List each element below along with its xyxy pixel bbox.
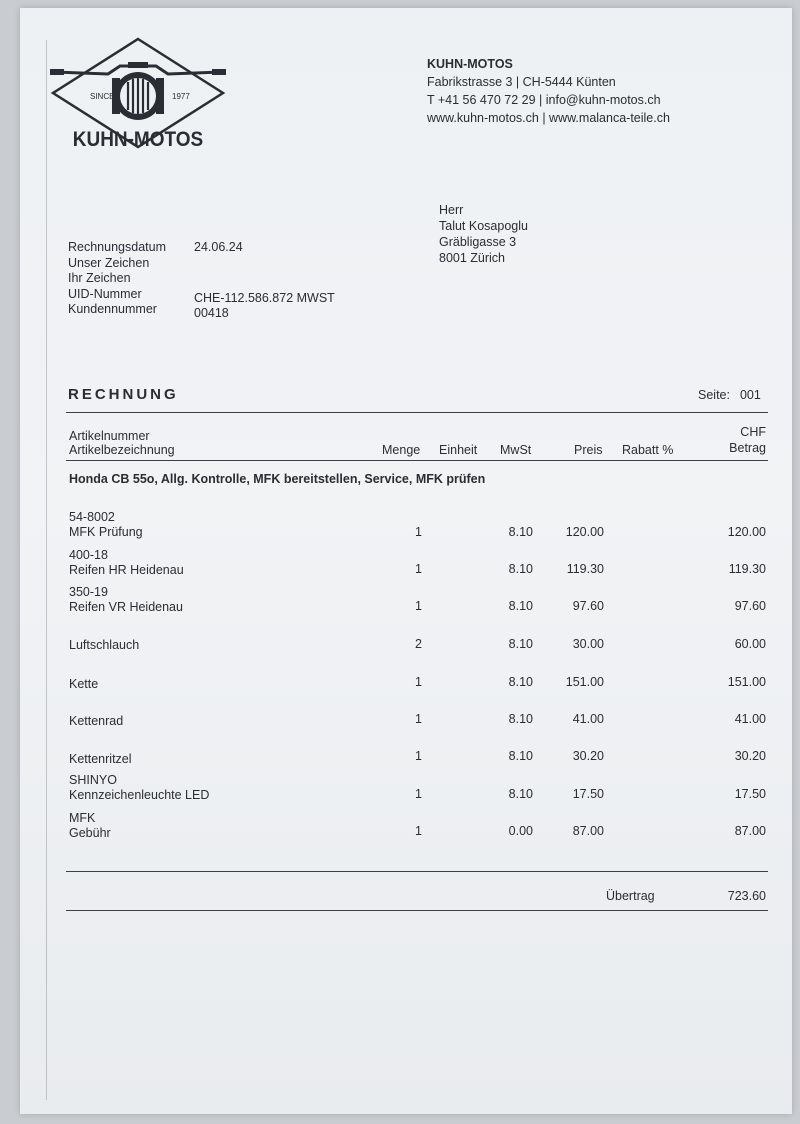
row-vat: 8.10 [508,637,533,651]
row-amount: 87.00 [734,824,766,838]
row-quantity: 1 [415,749,422,763]
svg-text:1977: 1977 [172,92,190,101]
row-quantity: 1 [415,599,422,613]
row-amount: 60.00 [734,637,766,651]
date-value: 24.06.24 [194,240,243,254]
carry-over-label: Übertrag [606,889,655,903]
table-row [0,548,800,584]
col-article-number: Artikelnummer [69,429,150,443]
row-article-number: MFK [69,811,96,825]
header-top-rule [66,412,768,413]
page-number: 001 [739,388,761,402]
meta-uid [68,287,335,303]
row-description: Kennzeichenleuchte LED [69,788,210,802]
row-quantity: 1 [415,787,422,801]
invoice-meta [68,240,335,318]
row-description: Kette [69,677,99,691]
col-unit: Einheit [439,443,478,457]
row-amount: 41.00 [734,712,766,726]
row-description: Gebühr [69,826,111,840]
row-price: 120.00 [565,525,604,539]
company-info [427,55,670,127]
recipient-address [439,202,528,266]
row-price: 97.60 [572,599,604,613]
row-vat: 8.10 [508,599,533,613]
col-quantity: Menge [382,443,421,457]
row-article-number: 350-19 [69,585,108,599]
row-quantity: 1 [415,712,422,726]
our-ref-label: Unser Zeichen [68,255,150,270]
uid-label: UID-Nummer [68,286,142,301]
table-row [0,698,800,734]
col-article-description: Artikelbezeichnung [69,443,175,457]
row-amount: 151.00 [727,675,766,689]
company-name: KUHN-MOTOS [427,57,513,71]
row-vat: 8.10 [508,712,533,726]
table-row [0,585,800,621]
row-amount: 97.60 [734,599,766,613]
row-vat: 8.10 [508,787,533,801]
row-price: 30.00 [572,637,604,651]
row-article-number: 400-18 [69,548,108,562]
header-bottom-rule [66,460,768,461]
row-article-number: SHINYO [69,773,117,787]
page-indicator [698,388,761,402]
row-price: 119.30 [566,562,604,576]
col-discount: Rabatt % [622,443,674,457]
row-price: 17.50 [572,787,604,801]
total-top-rule [66,871,768,872]
table-row [0,510,800,546]
row-description: Reifen HR Heidenau [69,563,184,577]
row-price: 151.00 [565,675,604,689]
row-price: 30.20 [572,749,604,763]
table-row [0,773,800,809]
col-currency: CHF [740,425,766,439]
row-price: 41.00 [572,712,604,726]
recipient-street: Gräbligasse 3 [439,235,517,249]
meta-your-ref [68,271,335,287]
row-description: Kettenritzel [69,752,132,766]
row-description: Reifen VR Heidenau [69,600,183,614]
row-quantity: 1 [415,675,422,689]
company-logo [48,36,228,156]
col-vat: MwSt [500,443,532,457]
customer-label: Kundennummer [68,302,157,316]
company-address: Fabrikstrasse 3 | CH-5444 Künten [427,75,616,89]
row-vat: 8.10 [508,562,533,576]
row-description: Luftschlauch [69,638,140,652]
your-ref-label: Ihr Zeichen [68,271,131,285]
carry-over-value: 723.60 [727,889,766,903]
motorcycle-logo-icon [48,36,228,156]
col-price: Preis [574,443,603,457]
meta-date [68,240,335,256]
row-amount: 120.00 [727,525,766,539]
svg-text:KUHN-MOTOS: KUHN-MOTOS [72,127,204,152]
company-web: www.kuhn-motos.ch | www.malanca-teile.ch [427,111,670,125]
col-amount: Betrag [729,441,766,455]
table-row [0,661,800,697]
row-vat: 8.10 [508,675,533,689]
recipient-city: 8001 Zürich [439,251,506,265]
page-label: Seite: [698,388,730,402]
recipient-salutation: Herr [439,203,464,217]
row-quantity: 1 [415,562,422,576]
row-amount: 119.30 [728,562,766,576]
row-amount: 17.50 [734,787,766,801]
row-quantity: 2 [415,637,422,651]
row-vat: 0.00 [508,824,533,838]
table-row [0,735,800,771]
row-price: 87.00 [572,824,604,838]
row-description: MFK Prüfung [69,525,143,539]
row-vat: 8.10 [508,525,533,539]
table-row [0,623,800,659]
meta-our-ref [68,256,335,272]
row-article-number: 54-8002 [69,510,115,524]
row-amount: 30.20 [734,749,766,763]
row-vat: 8.10 [508,749,533,763]
uid-value: CHE-112.586.872 MWST [194,290,335,305]
total-bottom-rule [66,910,768,911]
customer-value: 00418 [194,306,229,320]
company-contact: T +41 56 470 72 29 | info@kuhn-motos.ch [427,93,661,107]
svg-text:SINCE: SINCE [90,92,115,101]
section-heading: Honda CB 55o, Allg. Kontrolle, MFK bereitstellen, Service, MFK prüfen [69,472,486,486]
row-quantity: 1 [415,824,422,838]
date-label: Rechnungsdatum [68,240,166,254]
recipient-name: Talut Kosapoglu [439,219,528,233]
row-quantity: 1 [415,525,422,539]
document-title: RECHNUNG [68,386,179,403]
table-row [0,811,800,847]
row-description: Kettenrad [69,714,124,728]
